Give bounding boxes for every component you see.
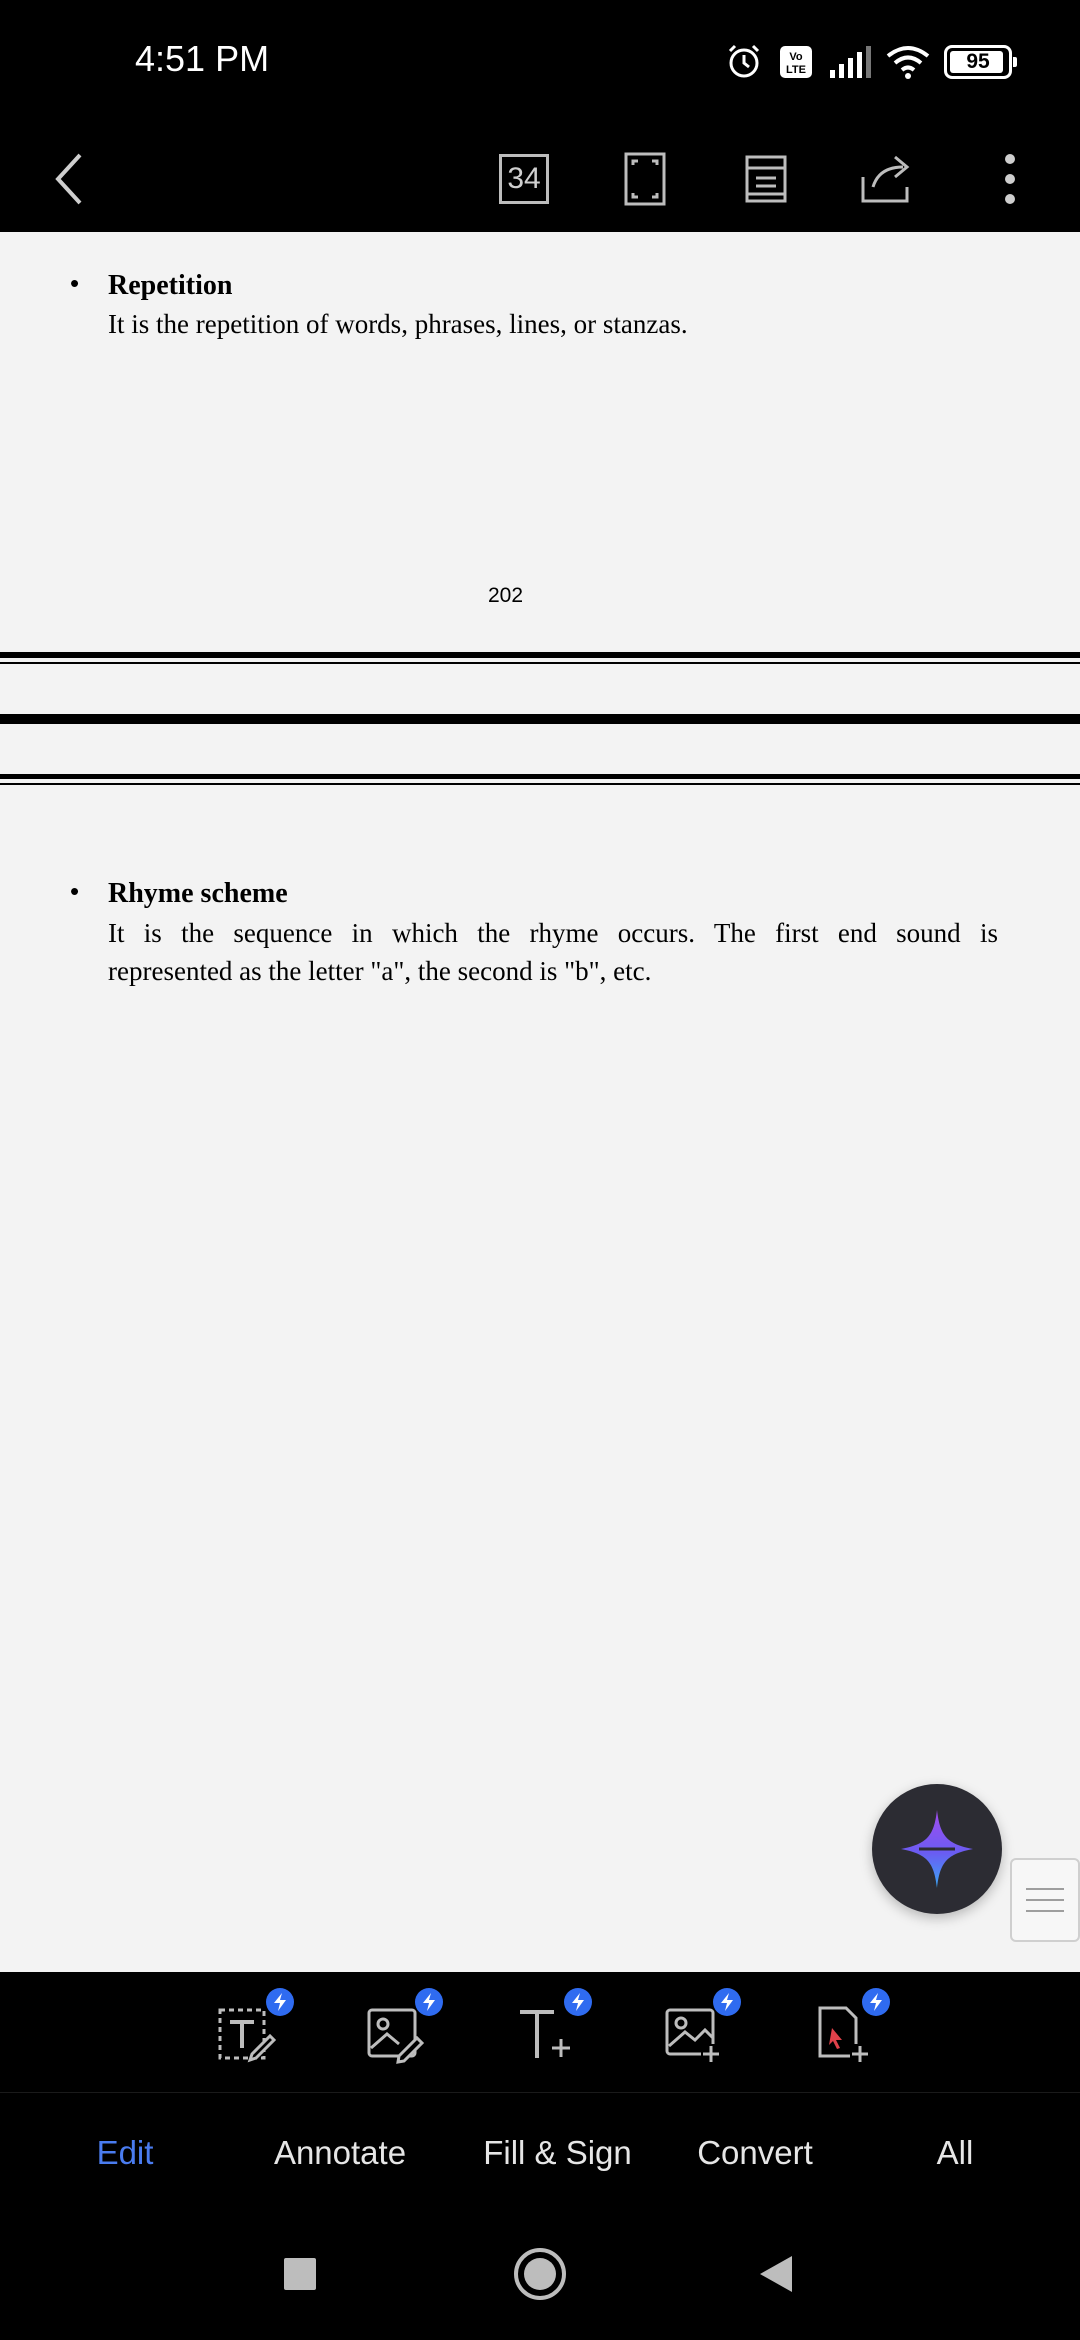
bullet-2: •: [70, 876, 80, 906]
premium-bolt-icon: [564, 1988, 592, 2016]
page-border: [0, 783, 1080, 785]
page-number: 202: [488, 584, 524, 607]
heading-rhyme-scheme: Rhyme scheme: [108, 878, 288, 909]
tab-edit[interactable]: Edit: [96, 2134, 154, 2171]
page-border: [0, 652, 1080, 658]
share-button[interactable]: [847, 125, 927, 232]
page-view-icon: [744, 154, 788, 204]
page-border: [0, 774, 1080, 779]
back-triangle-icon: [758, 2254, 794, 2294]
add-image-icon: [663, 2004, 723, 2064]
side-panel-handle[interactable]: [1010, 1858, 1080, 1942]
page-view-button[interactable]: [726, 125, 806, 232]
recents-button[interactable]: [260, 2234, 340, 2314]
svg-text:Vo: Vo: [789, 51, 803, 63]
page-count-button[interactable]: [484, 125, 564, 232]
add-link-icon: [812, 2004, 872, 2064]
document-view[interactable]: [0, 232, 1080, 1972]
edit-tools-bar: [0, 1972, 1080, 2092]
premium-bolt-icon: [862, 1988, 890, 2016]
edit-text-icon: [216, 2004, 276, 2064]
nav-back-button[interactable]: [736, 2234, 816, 2314]
ai-sparkle-icon: [899, 1808, 975, 1890]
home-circle-icon: [513, 2247, 567, 2301]
svg-text:LTE: LTE: [786, 64, 806, 76]
status-bar: [0, 0, 1080, 125]
alarm-icon: [724, 42, 764, 82]
tab-convert[interactable]: Convert: [697, 2134, 813, 2171]
premium-bolt-icon: [415, 1988, 443, 2016]
premium-bolt-icon: [266, 1988, 294, 2016]
add-link-tool[interactable]: [802, 1994, 882, 2074]
edit-image-icon: [365, 2004, 425, 2064]
back-arrow-icon: [50, 151, 90, 207]
recents-square-icon: [283, 2257, 317, 2291]
more-options-button[interactable]: [970, 125, 1050, 232]
status-icons: [724, 40, 1012, 84]
heading-repetition: Repetition: [108, 270, 233, 301]
home-button[interactable]: [500, 2234, 580, 2314]
fullscreen-button[interactable]: [605, 125, 685, 232]
page-gap-divider: [0, 714, 1080, 724]
volte-icon: [778, 44, 814, 80]
tab-fill-sign[interactable]: Fill & Sign: [483, 2134, 632, 2171]
system-nav-bar: [0, 2212, 1080, 2340]
body-rhyme-line-1: It is the sequence in which the rhyme occurs. The first end sound is: [108, 918, 998, 948]
menu-lines-icon: [1026, 1899, 1064, 1901]
bottom-tabs: [0, 2092, 1080, 2212]
body-repetition: It is the repetition of words, phrases, lines, or stanzas.: [108, 309, 688, 339]
tab-annotate[interactable]: Annotate: [273, 2134, 407, 2171]
back-button[interactable]: [30, 125, 110, 232]
bullet-1: •: [70, 268, 80, 298]
signal-icon: [828, 44, 872, 80]
status-time: 4:51 PM: [135, 38, 270, 79]
menu-lines-icon: [1026, 1910, 1064, 1912]
tab-all[interactable]: All: [936, 2134, 974, 2171]
ai-assistant-button[interactable]: [872, 1784, 1002, 1914]
add-text-tool[interactable]: [504, 1994, 584, 2074]
top-toolbar: [0, 125, 1080, 232]
body-rhyme-line-2: represented as the letter "a", the second is "b", etc.: [108, 956, 652, 986]
battery-level: 95: [966, 50, 990, 73]
page-border: [0, 662, 1080, 664]
edit-text-tool[interactable]: [206, 1994, 286, 2074]
page-count-label: 34: [507, 161, 541, 195]
page-count-icon: [499, 154, 549, 204]
add-text-icon: [514, 2004, 574, 2064]
share-icon: [859, 153, 915, 205]
more-vertical-icon: [1002, 151, 1018, 207]
wifi-icon: [886, 44, 930, 80]
add-image-tool[interactable]: [653, 1994, 733, 2074]
battery-icon: [944, 45, 1012, 79]
menu-lines-icon: [1026, 1888, 1064, 1890]
premium-bolt-icon: [713, 1988, 741, 2016]
fullscreen-icon: [623, 151, 667, 207]
edit-image-tool[interactable]: [355, 1994, 435, 2074]
